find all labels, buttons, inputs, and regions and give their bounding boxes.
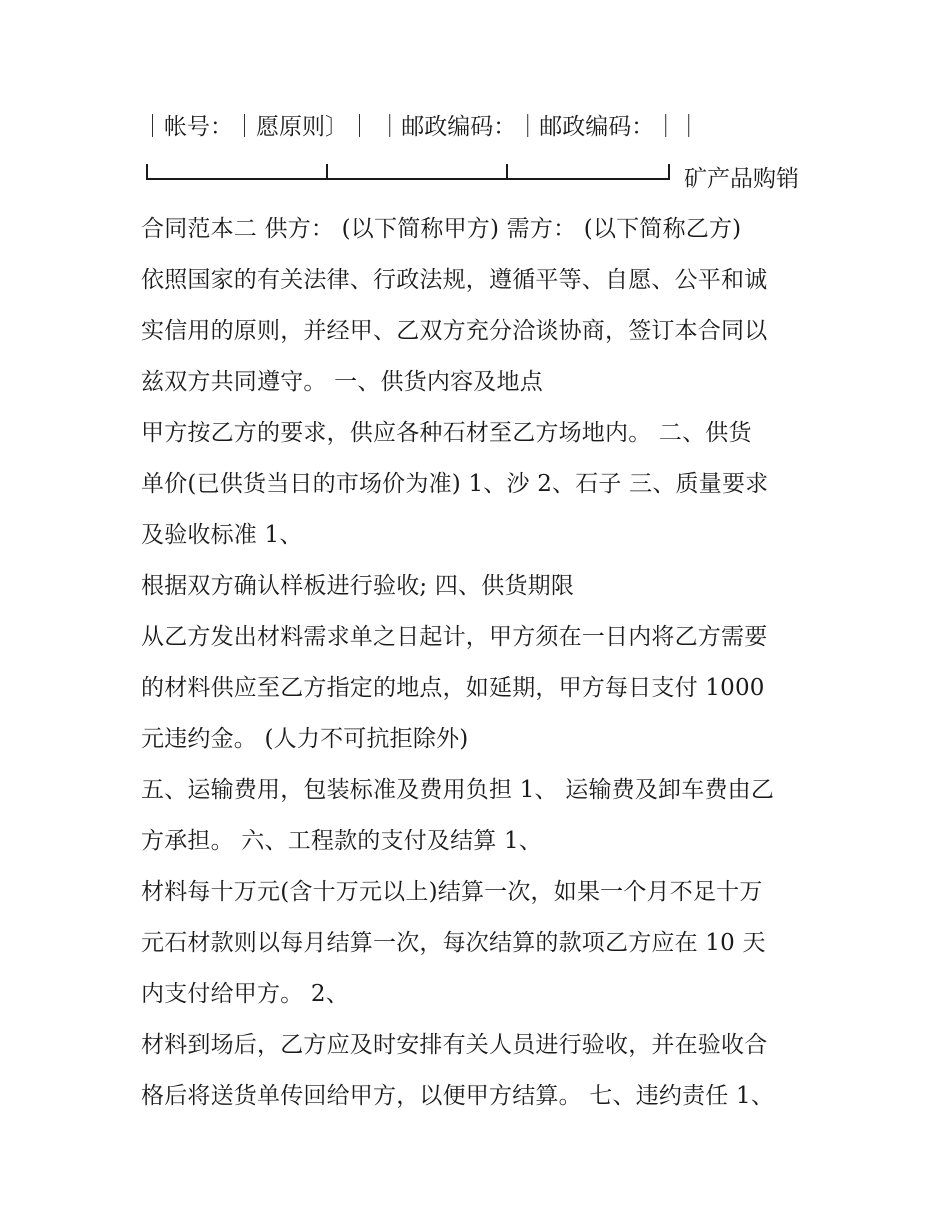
table-trailing-text: 矿产品购销 bbox=[684, 166, 799, 192]
body-line: 从乙方发出材料需求单之日起计，甲方须在一日内将乙方需要 bbox=[141, 624, 768, 650]
body-line: 及验收标准 1、 bbox=[141, 522, 303, 548]
body-line: 格后将送货单传回给甲方，以便甲方结算。 七、违约责任 1、 bbox=[141, 1083, 775, 1109]
body-line: 实信用的原则，并经甲、乙双方充分洽谈协商，签订本合同以 bbox=[141, 318, 768, 344]
body-line: 兹双方共同遵守。 一、供货内容及地点 bbox=[141, 369, 543, 395]
body-line: 单价(已供货当日的市场价为准) 1、沙 2、石子 三、质量要求 bbox=[141, 471, 769, 497]
body-line: 元石材款则以每月结算一次，每次结算的款项乙方应在 10 天 bbox=[141, 930, 766, 956]
body-line: 甲方按乙方的要求，供应各种石材至乙方场地内。 二、供货 bbox=[141, 420, 752, 446]
body-line: 合同范本二 供方： (以下简称甲方) 需方： (以下简称乙方) bbox=[141, 216, 742, 242]
body-line: 材料到场后，乙方应及时安排有关人员进行验收，并在验收合 bbox=[141, 1032, 768, 1058]
table-header-row: ｜帐号：｜愿原则〕｜ ｜邮政编码：｜邮政编码：｜｜ bbox=[141, 114, 701, 140]
body-line: 方承担。 六、工程款的支付及结算 1、 bbox=[141, 828, 543, 854]
body-line: 内支付给甲方。 2、 bbox=[141, 981, 349, 1007]
body-line: 五、运输费用，包装标准及费用负担 1、 运输费及卸车费由乙 bbox=[141, 777, 775, 803]
body-line: 元违约金。 (人力不可抗拒除外) bbox=[141, 726, 469, 752]
table-bottom-rule bbox=[146, 178, 670, 180]
body-line: 的材料供应至乙方指定的地点，如延期，甲方每日支付 1000 bbox=[141, 675, 765, 701]
body-line: 材料每十万元(含十万元以上)结算一次，如果一个月不足十万 bbox=[141, 879, 763, 905]
body-line: 根据双方确认样板进行验收; 四、供货期限 bbox=[141, 573, 575, 599]
body-line: 依照国家的有关法律、行政法规，遵循平等、自愿、公平和诚 bbox=[141, 267, 768, 293]
